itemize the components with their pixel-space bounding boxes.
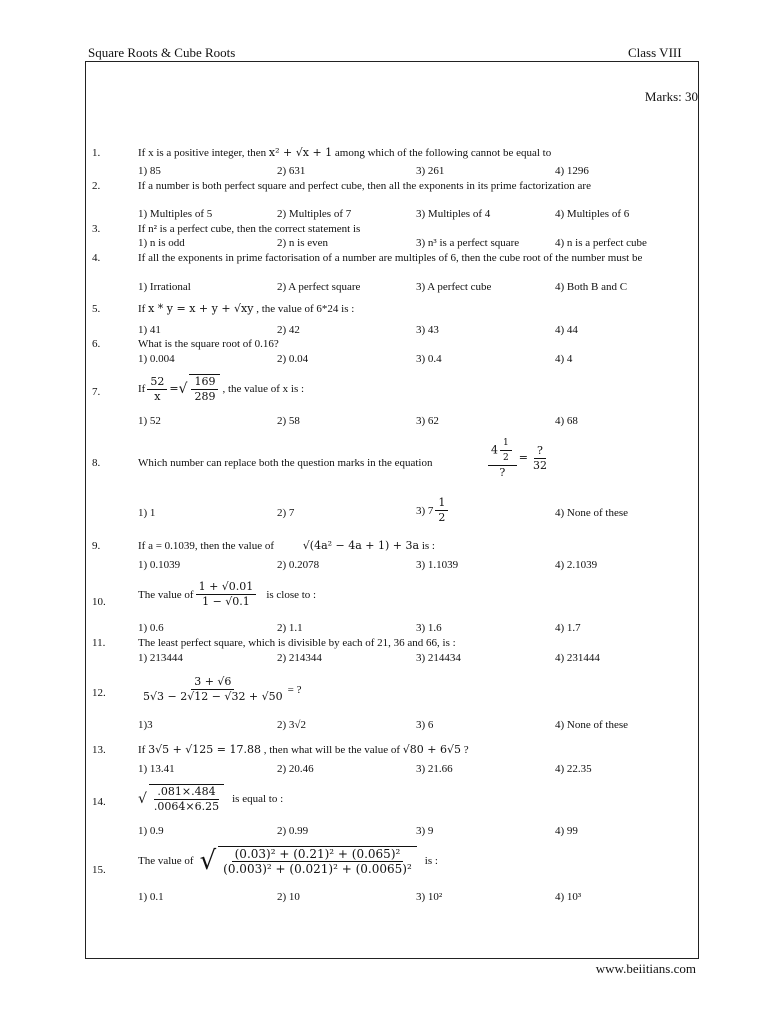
option-1[interactable]: 1) 52 [138,415,161,427]
option-3[interactable]: 3) 6 [416,719,434,731]
header-right: Class VIII [628,45,682,60]
radical-icon: √ [178,381,188,397]
option-1[interactable]: 1) n is odd [138,237,185,249]
math-expression: 3√5 + √125 = 17.88 [148,743,261,756]
question-text: If all the exponents in prime factorisation of a number are multiples of 6, then the cube root of the number must be [138,252,643,264]
option-4[interactable]: 4) Both B and C [555,281,628,293]
option-1[interactable]: 1) 85 [138,165,161,177]
option-1[interactable]: 1)3 [138,719,153,731]
option-2[interactable]: 2) 3√2 [277,719,306,731]
option-3[interactable]: 3) 0.4 [416,353,442,365]
question-number: 4. [92,252,101,264]
option-2[interactable]: 2) A perfect square [277,281,361,293]
option-4[interactable]: 4) 68 [555,415,578,427]
option-4[interactable]: 4) None of these [555,719,629,731]
option-3[interactable]: 3) 214434 [416,652,461,664]
option-2[interactable]: 2) 214344 [277,652,322,664]
option-2[interactable]: 2) 0.99 [277,825,309,837]
question-number: 5. [92,303,101,315]
fraction: 4 $\frac{1}{2}$ ? [488,436,517,480]
option-3[interactable]: 3) 9 [416,825,434,837]
question-text: √ $\frac{.081\times.484}{.0064\times 6.25}$ is equal to : [138,785,284,813]
option-2[interactable]: 2) 631 [277,165,306,177]
option-3[interactable]: 3) 62 [416,415,439,427]
question-number: 10. [92,596,106,608]
option-3[interactable]: 3) A perfect cube [416,281,492,293]
option-2[interactable]: 2) 1.1 [277,622,303,634]
question-text: If a = 0.1039, then the value of √(4a² − 4a + 1) + 3a is : [138,539,435,552]
option-2[interactable]: 2) 42 [277,324,300,336]
question-number: 7. [92,386,101,398]
math-expression: x² + √x + 1 [268,146,333,159]
question-number: 15. [92,864,106,876]
option-2[interactable]: 2) 20.46 [277,763,314,775]
question-number: 11. [92,637,106,649]
option-3[interactable]: 3) 43 [416,324,439,336]
fraction: $\frac{?}{32}$ [532,443,547,472]
option-3[interactable]: 3) n³ is a perfect square [416,237,520,249]
question-text: If $\frac{52}{x}$ = √ $\frac{169}{289}$ , the value of x is : [138,374,305,403]
fraction: $\frac{\text{(0.03)² + (0.21)² + (0.065)²}}{\text{(0.003)² + (0.021)² + (0.0065)²}}$ [218,846,417,876]
option-4[interactable]: 4) 4 [555,353,573,365]
radical-icon: √ [138,791,147,807]
option-1[interactable]: 1) 0.1 [138,891,164,903]
question-text: The least perfect square, which is divisible by each of 21, 36 and 66, is : [138,637,456,649]
option-3[interactable]: 3) 1.6 [416,622,442,634]
option-2[interactable]: 2) n is even [277,237,329,249]
question-text: The value of √ $\frac{\text{(0.03)² + (0.21)² + (0.065)²}}{\text{(0.003)² + (0.021)² + (0.0065)²}}$ is : [138,846,438,876]
option-4[interactable]: 4) None of these [555,507,629,519]
question-number: 2. [92,180,101,192]
fraction: $\frac{3 + √6}{5√3 - 2√12 - √32 + √50}$ [143,675,283,703]
option-1[interactable]: 1) 0.004 [138,353,175,365]
question-number: 8. [92,457,101,469]
option-4[interactable]: 4) 1296 [555,165,589,177]
question-number: 3. [92,223,101,235]
question-text: If x is a positive integer, then x² + √x + 1 among which of the following cannot be equal to [138,146,552,159]
question-text: What is the square root of 0.16? [138,338,279,350]
question-text: If 3√5 + √125 = 17.88 , then what will be the value of √80 + 6√5 ? [138,743,469,756]
fraction: $\frac{1 + √0.01}{1 - √0.1}$ [196,580,257,609]
option-3[interactable]: 3) 261 [416,165,445,177]
option-3[interactable]: 3) 1.1039 [416,559,459,571]
footer-url[interactable]: www.beiitians.com [595,961,696,976]
question-text: If x * y = x + y + √xy , the value of 6*24 is : [138,302,355,315]
math-expression: x * y = x + y + √xy [148,302,254,315]
header-left: Square Roots & Cube Roots [88,45,236,60]
option-2[interactable]: 2) 10 [277,891,300,903]
math-expression: √(4a² − 4a + 1) + 3a [302,539,420,552]
option-4[interactable]: 4) 1.7 [555,622,581,634]
option-4[interactable]: 4) 231444 [555,652,600,664]
option-4[interactable]: 4) 99 [555,825,578,837]
option-3[interactable]: 3) 10² [416,891,443,903]
option-4[interactable]: 4) n is a perfect cube [555,237,647,249]
option-1[interactable]: 1) 0.9 [138,825,164,837]
question-text: If n² is a perfect cube, then the correct statement is [138,223,361,235]
option-1[interactable]: 1) 0.1039 [138,559,181,571]
question-text: If a number is both perfect square and perfect cube, then all the exponents in its prime factorization are [138,180,591,192]
option-1[interactable]: 1) 1 [138,507,156,519]
question-number: 9. [92,540,101,552]
question-number: 1. [92,147,101,159]
option-3[interactable]: 3) Multiples of 4 [416,208,491,220]
math-expression: √80 + 6√5 [402,743,461,756]
marks: Marks: 30 [644,89,698,104]
option-4[interactable]: 4) 10³ [555,891,582,903]
option-1[interactable]: 1) 13.41 [138,763,175,775]
option-1[interactable]: 1) 41 [138,324,161,336]
fraction: $\frac{.081\times.484}{.0064\times 6.25}$ [149,784,224,814]
question-text: The value of $\frac{1 + √0.01}{1 - √0.1}$ is close to : [138,580,317,608]
option-1[interactable]: 1) 213444 [138,652,183,664]
option-1[interactable]: 1) 0.6 [138,622,164,634]
question-number: 13. [92,744,106,756]
question-number: 12. [92,687,106,699]
option-2[interactable]: 2) 7 [277,507,295,519]
option-4[interactable]: 4) 2.1039 [555,559,598,571]
question-text: $\frac{3 + √6}{5√3 - 2√12 - √32 + √50}$ = ? [138,675,686,704]
fraction: $\frac{52}{x}$ [147,375,167,404]
radical-icon: √ [199,846,217,876]
option-4[interactable]: 4) Multiples of 6 [555,208,630,220]
question-number: 6. [92,338,101,350]
option-1[interactable]: 1) Irrational [138,281,191,293]
option-2[interactable]: 2) 0.04 [277,353,309,365]
option-4[interactable]: 4) 44 [555,324,578,336]
option-2[interactable]: 2) 0.2078 [277,559,320,571]
option-2[interactable]: 2) Multiples of 7 [277,208,352,220]
option-3[interactable]: 3) 21.66 [416,763,453,775]
fraction: $\frac{169}{289}$ [189,374,220,404]
option-2[interactable]: 2) 58 [277,415,300,427]
question-number: 14. [92,796,106,808]
question-text: Which number can replace both the question marks in the equation [138,457,433,469]
option-3[interactable]: 3) 7 $\frac{1}{2}$ [416,496,450,525]
option-4[interactable]: 4) 22.35 [555,763,592,775]
option-1[interactable]: 1) Multiples of 5 [138,208,213,220]
